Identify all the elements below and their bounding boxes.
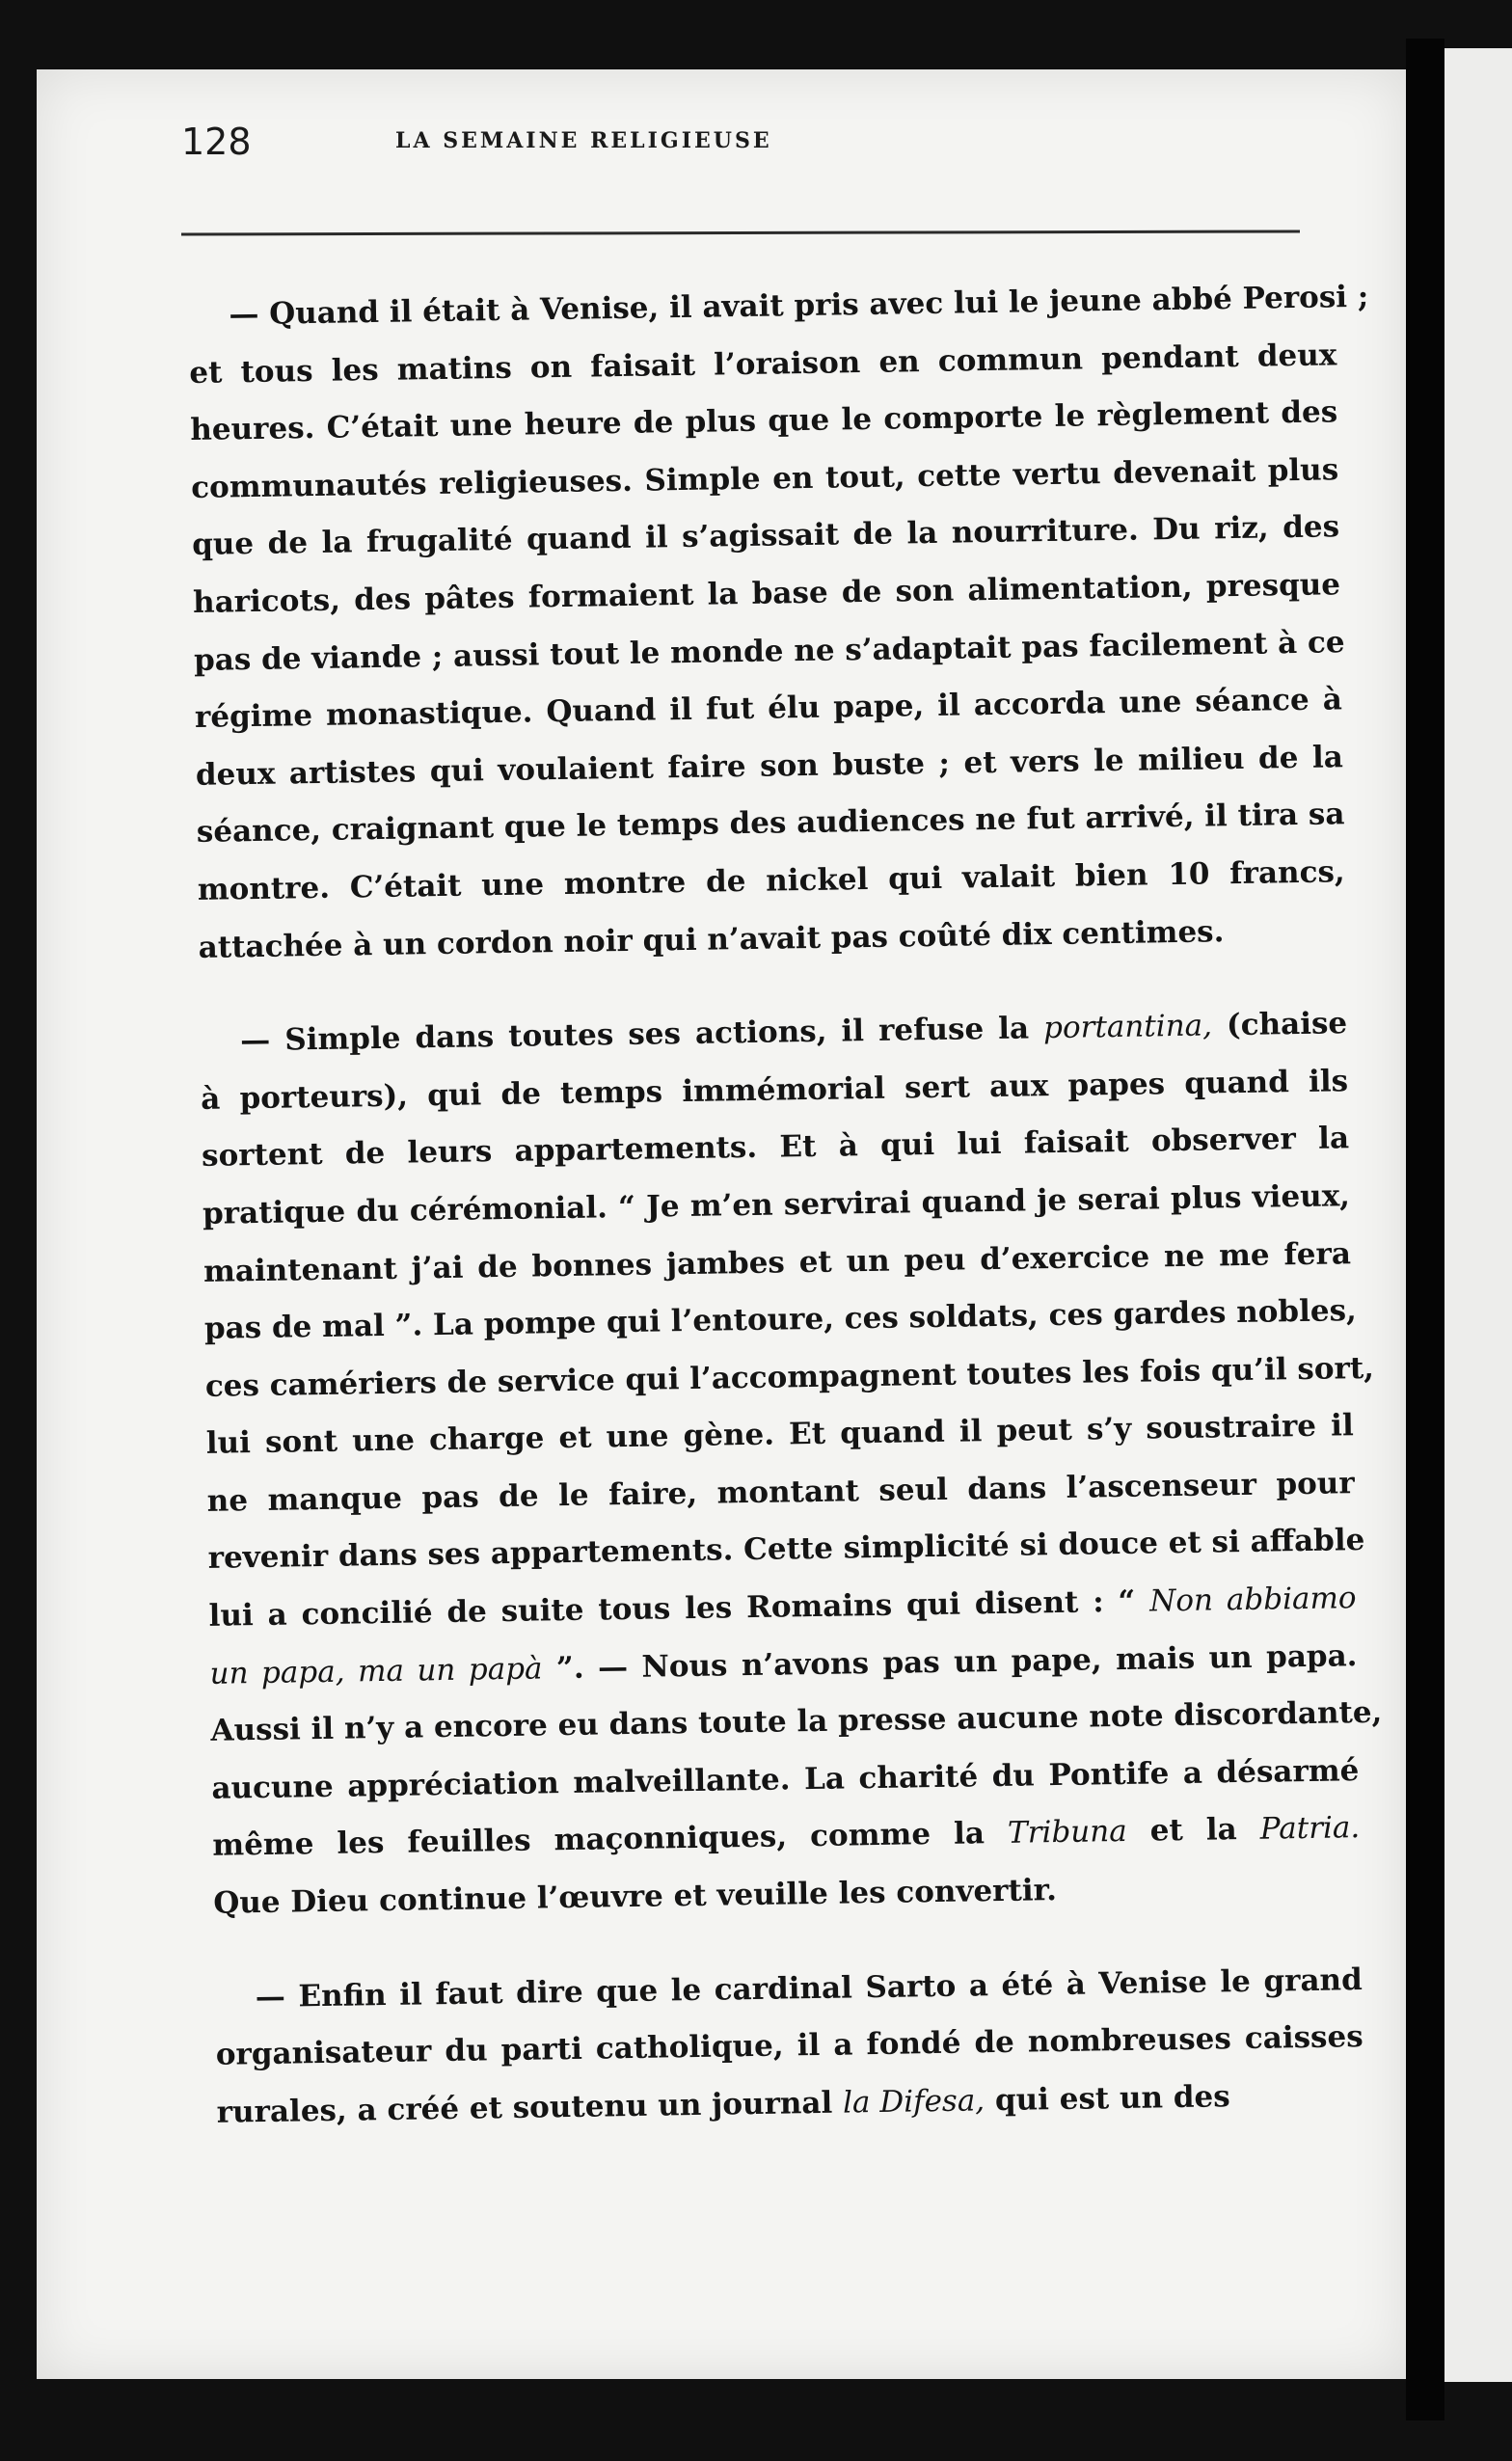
italic-text: Tribuna: [1007, 1814, 1127, 1852]
running-head: LA SEMAINE RELIGIEUSE: [395, 128, 772, 153]
facing-page-edge: [1444, 48, 1512, 2382]
text-line: Aussi il n’y a encore eu dans toute la presse aucune note discordante,: [210, 1694, 1383, 1749]
text-line: communautés religieuses. Simple en tout, cette vertu devenait plus: [190, 452, 1339, 505]
text-segment: même les feuilles maçonniques, comme la: [212, 1816, 1009, 1864]
text-line: aucune appréciation malveillante. La charité du Pontife a désarmé: [211, 1752, 1360, 1806]
text-line: régime monastique. Quand il fut élu pape, il accorda une séance à: [194, 682, 1343, 736]
text-line: haricots, des pâtes formaient la base de son alimentation, presque: [192, 567, 1341, 620]
text-line: revenir dans ses appartements. Cette simplicité si douce et si affable: [207, 1523, 1365, 1577]
text-line: séance, craignant que le temps des audiences ne fut arrivé, il tira sa: [196, 797, 1345, 851]
italic-text: la Difesa,: [842, 2083, 986, 2121]
italic-text: un papa, ma un papà: [209, 1651, 543, 1691]
text-line: Que Dieu continue l’œuvre et veuille les convertir.: [213, 1873, 1058, 1921]
text-segment: rurales, a créé et soutenu un journal: [216, 2085, 844, 2130]
text-segment: (chaise: [1211, 1006, 1348, 1043]
paragraph: [214, 1952, 1364, 2142]
text-line: à porteurs), qui de temps immémorial sert aux papes quand ils: [200, 1063, 1349, 1117]
text-line: et tous les matins on faisait l’oraison en commun pendant deux: [189, 337, 1337, 391]
text-line: attachée à un cordon noir qui n’avait pas coûté dix centimes.: [198, 913, 1225, 965]
text-line: heures. C’était une heure de plus que le comporte le règlement des: [190, 394, 1338, 448]
text-line: deux artistes qui voulaient faire son buste ; et vers le milieu de la: [195, 739, 1344, 793]
italic-text: Non abbiamo: [1148, 1581, 1357, 1619]
text-line: pas de viande ; aussi tout le monde ne s’adaptait pas facilement à ce: [193, 624, 1345, 678]
paragraph: [200, 995, 1383, 1933]
text-line: — Enfin il faut dire que le cardinal Sarto a été à Venise le grand: [255, 1961, 1363, 2015]
text-segment: ”. — Nous n’avons pas un pape, mais un papa.: [542, 1637, 1358, 1687]
page-header: [145, 111, 1292, 169]
text-line: que de la frugalité quand il s’agissait de la nourriture. Du riz, des: [191, 509, 1340, 563]
text-line: montre. C’était une montre de nickel qui valait bien 10 francs,: [197, 854, 1345, 907]
text-line: ces camériers de service qui l’accompagnent toutes les fois qu’il sort,: [204, 1350, 1375, 1404]
text-line: lui sont une charge et une gène. Et quand il peut s’y soustraire il: [205, 1408, 1354, 1462]
italic-text: Patria.: [1259, 1810, 1361, 1848]
text-segment: lui a concilié de suite tous les Romains qui disent : “: [208, 1583, 1150, 1634]
text-line: sortent de leurs appartements. Et à qui lui faisait observer la: [201, 1121, 1350, 1175]
text-line: ne manque pas de le faire, montant seul dans l’ascenseur pour: [206, 1466, 1355, 1519]
body-text: [188, 269, 1383, 2178]
text-segment: et la: [1126, 1812, 1261, 1850]
text-line: pratique du cérémonial. “ Je m’en servirai quand je serai plus vieux,: [202, 1178, 1351, 1231]
italic-text: portantina,: [1042, 1008, 1213, 1046]
book-gutter: [1406, 39, 1444, 2420]
page-number: 128: [181, 121, 252, 163]
paragraph: [188, 269, 1369, 977]
text-segment: qui est un des: [984, 2079, 1230, 2119]
text-line: organisateur du parti catholique, il a fondé de nombreuses caisses: [215, 2019, 1364, 2072]
text-line: — Quand il était à Venise, il avait pris avec lui le jeune abbé Perosi ;: [229, 279, 1369, 333]
text-line: pas de mal ”. La pompe qui l’entoure, ces soldats, ces gardes nobles,: [203, 1293, 1358, 1346]
text-segment: — Simple dans toutes ses actions, il refuse la: [239, 1011, 1044, 1059]
text-line: maintenant j’ai de bonnes jambes et un peu d’exercice ne me fera: [202, 1235, 1352, 1289]
